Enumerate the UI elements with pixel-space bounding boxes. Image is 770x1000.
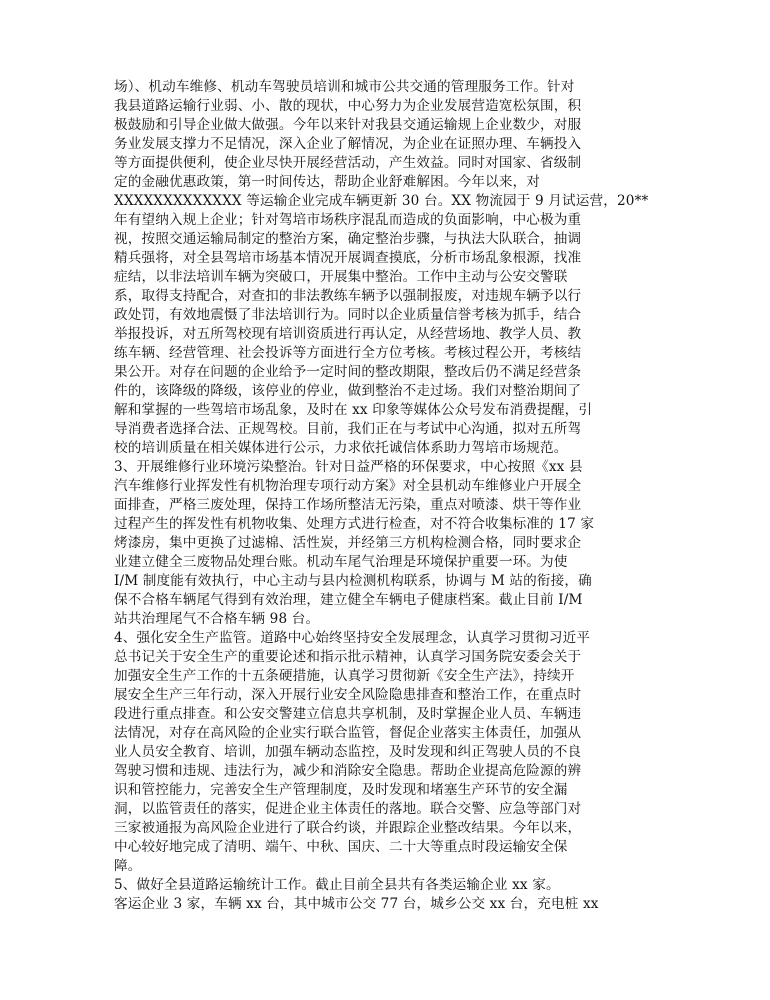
text-line: 场）、机动车维修、机动车驾驶员培训和城市公共交通的管理服务工作。针对 xyxy=(114,79,575,95)
text-line: 业建立健全三废物品处理台账。机动车尾气治理是环境保护重要一环。为使 xyxy=(114,554,568,570)
text-line: 举报投诉，对五所驾校现有培训资质进行再认定，从经营场地、教学人员、教 xyxy=(114,326,582,342)
document-body xyxy=(114,78,659,914)
text-line: 件的，该降级的降级，该停业的停业，做到整治不走过场。我们对整治期间了 xyxy=(114,383,582,399)
text-line: 解和掌握的一些驾培市场乱象，及时在 xx 印象等媒体公众号发布消费提醒，引 xyxy=(114,402,593,418)
text-line: 汽车维修行业挥发性有机物治理专项行动方案》对全县机动车维修业户开展全 xyxy=(114,478,582,494)
text-line: 保不合格车辆尾气得到有效治理，建立健全车辆电子健康档案。截止目前 I/M xyxy=(114,592,583,608)
text-line: 症结，以非法培训车辆为突破口，开展集中整治。工作中主动与公安交警联 xyxy=(114,269,568,285)
text-line: XXXXXXXXXXXXX 等运输企业完成车辆更新 30 台。XX 物流园于 9 月试运营，20** xyxy=(114,193,649,209)
text-line: 视，按照交通运输局制定的整治方案，确定整治步骤，与执法大队联合，抽调 xyxy=(114,231,582,247)
text-line: 练车辆、经营管理、社会投诉等方面进行全方位考核。考核过程公开，考核结 xyxy=(114,345,582,361)
text-line: 业人员安全教育、培训，加强车辆动态监控，及时发现和纠正驾驶人员的不良 xyxy=(114,744,582,760)
section-heading-line: 5、做好全县道路运输统计工作。截止目前全县共有各类运输企业 xx 家。 xyxy=(114,877,560,893)
text-line: 障。 xyxy=(114,858,142,874)
text-line: 极鼓励和引导企业做大做强。今年以来针对我县交通运输规上企业数少，对服 xyxy=(114,117,582,133)
text-line: 展安全生产三年行动，深入开展行业安全风险隐患排查和整治工作，在重点时 xyxy=(114,687,582,703)
text-line: I/M 制度能有效执行，中心主动与县内检测机构联系，协调与 M 站的衔接，确 xyxy=(114,573,592,589)
text-line: 定的金融优惠政策，第一时间传达，帮助企业舒难解困。今年以来，对 xyxy=(114,174,541,190)
text-line: 校的培训质量在相关媒体进行公示，力求依托诚信体系助力驾培市场规范。 xyxy=(114,440,568,456)
text-line: 系，取得支持配合，对查扣的非法教练车辆予以强制报废，对违规车辆予以行 xyxy=(114,288,582,304)
text-line: 加强安全生产工作的十五条硬措施，认真学习贯彻新《安全生产法》，持续开 xyxy=(114,668,575,684)
text-line: 面排查，严格三废处理，保持工作场所整洁无污染，重点对喷漆、烘干等作业 xyxy=(114,497,582,513)
text-line: 我县道路运输行业弱、小、散的现状，中心努力为企业发展营造宽松氛围，积 xyxy=(114,98,582,114)
text-line: 精兵强将，对全县驾培市场基本情况开展调查摸底，分析市场乱象根源，找准 xyxy=(114,250,582,266)
text-line: 站共治理尾气不合格车辆 98 台。 xyxy=(114,611,320,627)
text-line: 客运企业 3 家，车辆 xx 台，其中城市公交 77 台，城乡公交 xx 台，充电桩 xx xyxy=(114,896,599,912)
text-line: 法情况，对存在高风险的企业实行联合监管，督促企业落实主体责任，加强从 xyxy=(114,725,582,741)
text-line: 段进行重点排查。和公安交警建立信息共享机制，及时掌握企业人员、车辆违 xyxy=(114,706,582,722)
text-line: 烤漆房，集中更换了过滤棉、活性炭，并经第三方机构检测合格，同时要求企 xyxy=(114,535,582,551)
text-line: 等方面提供便利，使企业尽快开展经营活动，产生效益。同时对国家、省级制 xyxy=(114,155,582,171)
text-line: 识和管控能力，完善安全生产管理制度，及时发现和堵塞生产环节的安全漏 xyxy=(114,782,568,798)
text-line: 驾驶习惯和违规、违法行为，减少和消除安全隐患。帮助企业提高危险源的辨 xyxy=(114,763,582,779)
text-line: 果公开。对存在问题的企业给予一定时间的整改期限，整改后仍不满足经营条 xyxy=(114,364,582,380)
text-line: 三家被通报为高风险企业进行了联合约谈，并跟踪企业整改结果。今年以来， xyxy=(114,820,582,836)
section-heading-line: 3、开展维修行业环境污染整治。针对日益严格的环保要求，中心按照《xx 县 xyxy=(114,459,583,475)
text-line: 总书记关于安全生产的重要论述和指示批示精神，认真学习国务院安委会关于 xyxy=(114,649,582,665)
section-heading-line: 4、强化安全生产监管。道路中心始终坚持安全发展理念，认真学习贯彻习近平 xyxy=(114,630,591,646)
text-line: 务业发展支撑力不足情况，深入企业了解情况，为企业在证照办理、车辆投入 xyxy=(114,136,582,152)
text-line: 导消费者选择合法、正规驾校。目前，我们正在与考试中心沟通，拟对五所驾 xyxy=(114,421,582,437)
text-line: 政处罚，有效地震慑了非法培训行为。同时以企业质量信誉考核为抓手，结合 xyxy=(114,307,582,323)
text-line: 年有望纳入规上企业；针对驾培市场秩序混乱而造成的负面影响，中心极为重 xyxy=(114,212,582,228)
text-line: 过程产生的挥发性有机物收集、处理方式进行检查，对不符合收集标准的 17 家 xyxy=(114,516,595,532)
text-line: 中心较好地完成了清明、端午、中秋、国庆、二十大等重点时段运输安全保 xyxy=(114,839,568,855)
text-line: 洞，以监管责任的落实，促进企业主体责任的落地。联合交警、应急等部门对 xyxy=(114,801,582,817)
